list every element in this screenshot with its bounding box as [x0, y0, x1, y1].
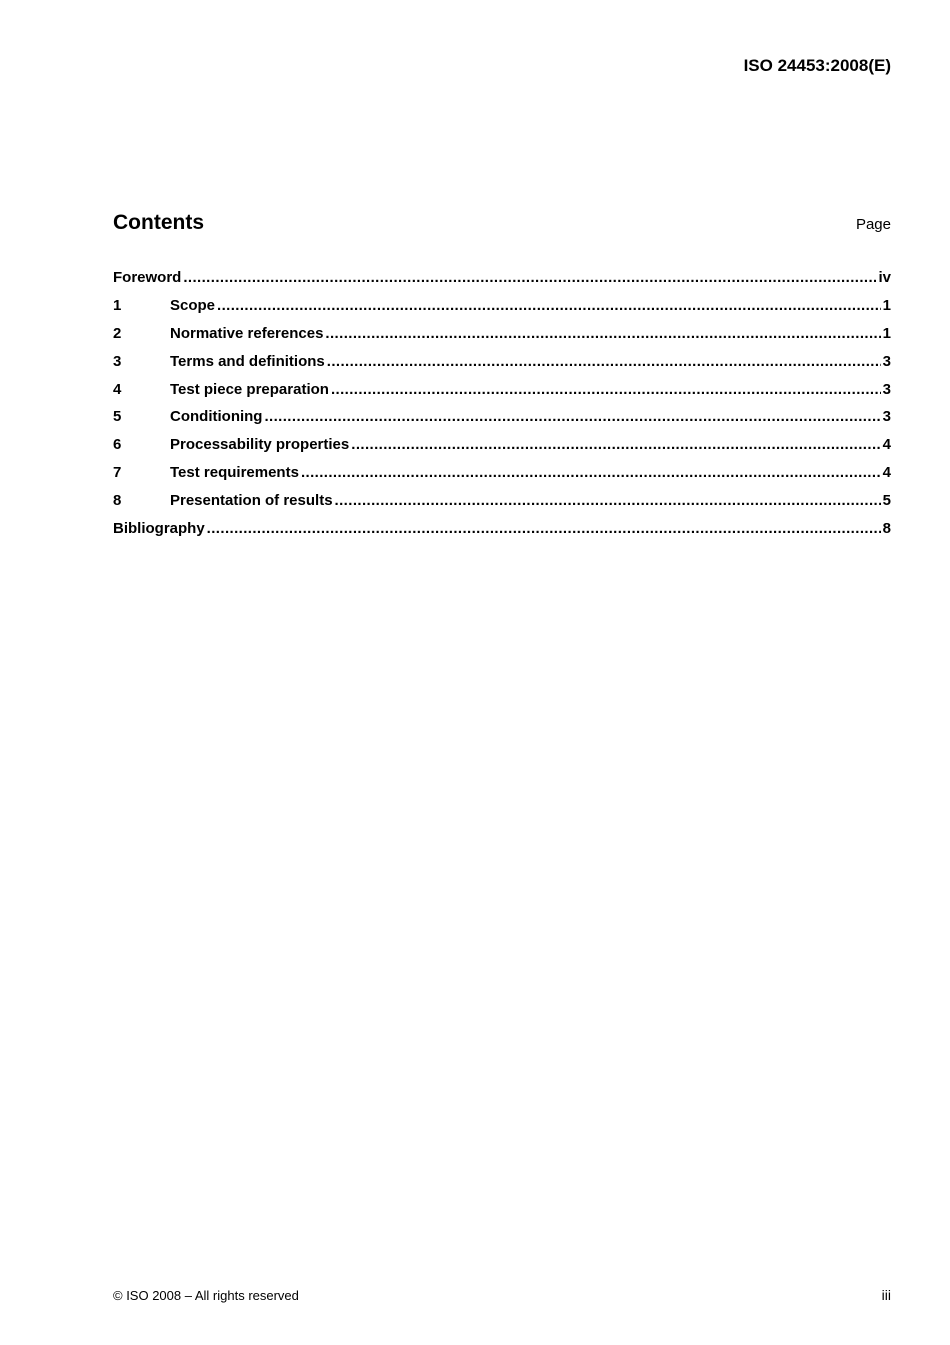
toc-entry-presentation-of-results[interactable] — [113, 491, 891, 519]
toc-entry-number: 2 — [113, 324, 122, 342]
document-id: ISO 24453:2008(E) — [743, 56, 891, 75]
toc-entry-number: 4 — [113, 380, 122, 398]
toc-entry-page: 3 — [882, 408, 891, 426]
toc-entry-title: Terms and definitions — [170, 352, 325, 370]
page-column-label: Page — [855, 216, 891, 233]
toc-entry-page: 3 — [882, 380, 891, 398]
toc-entry-title: Test piece preparation — [170, 380, 329, 398]
copyright-notice: © ISO 2008 – All rights reserved — [113, 1288, 299, 1303]
toc-entry-foreword[interactable] — [113, 268, 891, 296]
toc-entry-conditioning[interactable] — [113, 407, 891, 435]
toc-entry-scope[interactable] — [113, 296, 891, 324]
toc-entry-title: Scope — [170, 296, 216, 314]
toc-entry-normative-references[interactable] — [113, 324, 891, 352]
toc-entry-page: iv — [878, 269, 891, 286]
toc-leader-dots — [335, 491, 881, 511]
toc-entry-page: 5 — [882, 492, 891, 510]
toc-entry-number: 1 — [113, 296, 122, 314]
toc-entry-number: 5 — [113, 408, 122, 426]
toc-entry-title: Normative references — [170, 324, 324, 342]
toc-leader-dots — [325, 324, 880, 344]
toc-leader-dots — [264, 407, 880, 427]
toc-entry-title: Bibliography — [113, 520, 205, 538]
toc-entry-test-piece-preparation[interactable] — [113, 380, 891, 408]
contents-header — [113, 209, 891, 239]
toc-entry-page: 1 — [882, 324, 891, 342]
toc-leader-dots — [327, 352, 881, 372]
toc-entry-number: 6 — [113, 436, 122, 454]
toc-leader-dots — [217, 296, 881, 316]
toc-entry-page: 4 — [882, 436, 891, 454]
toc-entry-processability-properties[interactable] — [113, 435, 891, 463]
toc-entry-number: 7 — [113, 464, 122, 482]
toc-leader-dots — [351, 435, 880, 455]
toc-entry-bibliography[interactable] — [113, 519, 891, 547]
toc-leader-dots — [301, 463, 881, 483]
contents-title: Contents — [113, 211, 204, 234]
toc-leader-dots — [207, 519, 881, 539]
page-number: iii — [881, 1287, 891, 1303]
toc-entry-page: 4 — [882, 464, 891, 482]
toc-entry-page: 3 — [882, 352, 891, 370]
toc-entry-terms-and-definitions[interactable] — [113, 352, 891, 380]
toc-entry-number: 3 — [113, 352, 122, 370]
toc-leader-dots — [331, 380, 881, 400]
toc-entry-test-requirements[interactable] — [113, 463, 891, 491]
toc-entry-title: Processability properties — [170, 436, 350, 454]
toc-leader-dots — [183, 268, 876, 288]
toc-entry-title: Test requirements — [170, 464, 299, 482]
table-of-contents — [113, 268, 891, 547]
toc-entry-page: 1 — [882, 296, 891, 314]
toc-entry-page: 8 — [882, 520, 891, 538]
toc-entry-title: Presentation of results — [170, 492, 333, 510]
toc-entry-number: 8 — [113, 492, 122, 510]
toc-entry-title: Conditioning — [170, 408, 263, 426]
toc-entry-title: Foreword — [113, 269, 182, 286]
